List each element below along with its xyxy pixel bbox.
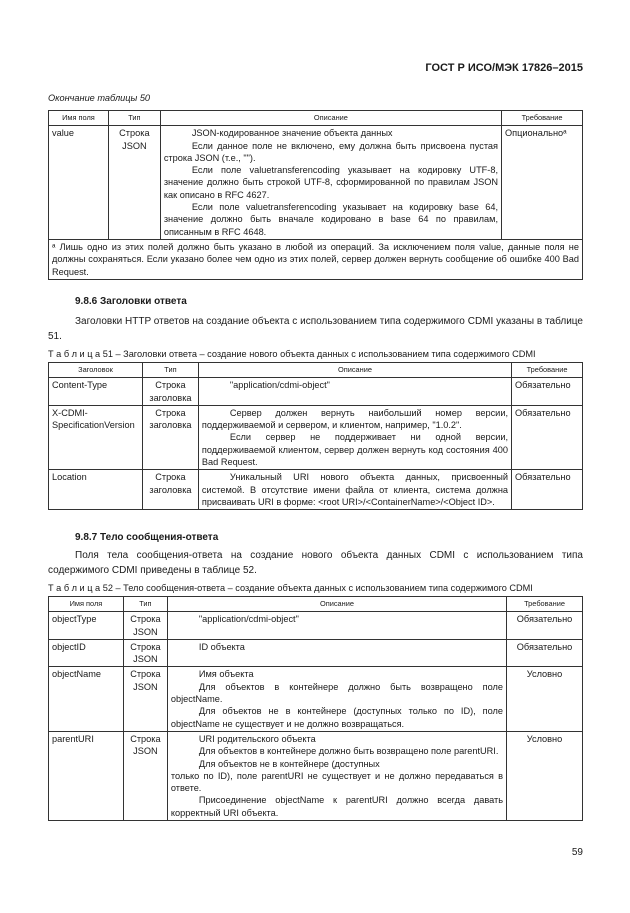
description-line: Для объектов в контейнере должно быть возвращено поле parentURI. — [198, 746, 499, 757]
header-description — [198, 378, 511, 406]
section-paragraph: Заголовки HTTP ответов на создание объекта с использованием типа содержимого CDMI указаны в таблице 51. — [48, 316, 583, 342]
header-name: Location — [49, 470, 143, 510]
table-row — [49, 731, 583, 820]
field-description — [167, 731, 506, 820]
table52 — [48, 596, 583, 821]
table-row — [49, 126, 583, 240]
field-name: objectID — [49, 639, 124, 667]
description-line: Присоединение objectName к parentURI должно всегда давать корректный URI объекта. — [170, 795, 504, 818]
table50 — [48, 110, 583, 280]
description-line: URI родительского объекта — [198, 733, 316, 744]
description-line: Для объектов в контейнере должно быть возвращено поле objectName. — [170, 681, 504, 705]
description-line: Для объектов не в контейнере (доступных — [198, 758, 380, 769]
header-type: Строка заголовка — [142, 378, 198, 406]
description-line: Если сервер не поддерживает ни одной версии, поддерживаемой клиентом, сервер должен вернуть код состояния 400 Bad Request. — [201, 432, 509, 468]
field-requirement: Обязательно — [507, 612, 583, 640]
description-line: "application/cdmi-object" — [229, 380, 330, 391]
header-description — [198, 470, 511, 510]
table-row — [49, 405, 583, 469]
section-heading: 9.8.6 Заголовки ответа — [75, 296, 187, 307]
header-requirement: Обязательно — [512, 405, 583, 469]
field-description — [167, 667, 506, 731]
column-header: Тип — [108, 111, 160, 126]
table-row — [49, 470, 583, 510]
table-row — [49, 667, 583, 731]
section-heading: 9.8.7 Тело сообщения-ответа — [75, 532, 219, 543]
description-line: Если данное поле не включено, ему должна быть присвоена пустая строка JSON (т.е., ""). — [163, 140, 499, 163]
field-type: Строка JSON — [108, 126, 160, 240]
page-number: 59 — [571, 847, 583, 858]
header-description — [198, 405, 511, 469]
table-header-row — [49, 111, 583, 126]
field-name: parentURI — [49, 731, 124, 820]
table-header-row — [49, 597, 583, 612]
section-paragraph: Поля тела сообщения-ответа на создание нового объекта данных CDMI с использованием типа содержимого CDMI приведены в таблице 52. — [48, 550, 583, 576]
column-header: Имя поля — [49, 597, 124, 612]
field-type: Строка JSON — [123, 731, 167, 820]
column-header: Имя поля — [49, 111, 109, 126]
header-name: X-CDMI-SpecificationVersion — [49, 405, 143, 469]
column-header: Заголовок — [49, 363, 143, 378]
description-line: "application/cdmi-object" — [198, 614, 299, 625]
table-footnote: ᵃ Лишь одно из этих полей должно быть указано в любой из операций. За исключением поля value, данные поля не должны сохраняться. Если указано более чем одно из этих полей, сервер должен вернуть сообщение об ошибке 400 Bad Request. — [49, 239, 583, 279]
field-name: objectType — [49, 612, 124, 640]
field-description — [160, 126, 501, 240]
table-row — [49, 378, 583, 406]
field-name: objectName — [49, 667, 124, 731]
field-type: Строка JSON — [123, 639, 167, 667]
table51 — [48, 362, 583, 510]
description-line: Уникальный URI нового объекта данных, присвоенный системой. В отсутствие имени файла от клиента, система должна присваивать URI в форме: <root URI>/<ContainerName>/<Object ID>. — [201, 472, 509, 507]
column-header: Требование — [502, 111, 583, 126]
column-header: Требование — [507, 597, 583, 612]
table51-caption: Т а б л и ц а 51 – Заголовки ответа – создание нового объекта данных с использованием типа содержимого CDMI — [48, 349, 536, 359]
field-description — [167, 612, 506, 640]
description-line: Для объектов не в контейнере (доступных только по ID), поле objectName не существует и не должно возвращаться. — [170, 706, 504, 729]
column-header: Описание — [198, 363, 511, 378]
field-requirement: Опциональноᵃ — [502, 126, 583, 240]
table-row — [49, 612, 583, 640]
field-requirement: Условно — [507, 667, 583, 731]
description-line: только по ID), поле parentURI не существует и не должно передаваться в ответе. — [170, 770, 504, 794]
description-line: Имя объекта — [198, 669, 254, 680]
column-header: Тип — [123, 597, 167, 612]
field-type: Строка JSON — [123, 667, 167, 731]
field-requirement: Обязательно — [507, 639, 583, 667]
column-header: Описание — [167, 597, 506, 612]
field-requirement: Условно — [507, 731, 583, 820]
table-header-row — [49, 363, 583, 378]
description-line: JSON-кодированное значение объекта данных — [191, 128, 393, 139]
field-description — [167, 639, 506, 667]
header-requirement: Обязательно — [512, 378, 583, 406]
description-line: Если поле valuetransferencoding указывает на кодировку base 64, значение должно быть вначале кодировано в base 64 по правилам, описанным в RFC 4648. — [163, 202, 499, 237]
field-name: value — [49, 126, 109, 240]
page-header: ГОСТ Р ИСО/МЭК 17826–2015 — [425, 62, 583, 74]
column-header: Описание — [160, 111, 501, 126]
table50-caption: Окончание таблицы 50 — [48, 93, 151, 103]
table52-caption: Т а б л и ц а 52 – Тело сообщения-ответа – создание объекта данных с использованием типа содержимого CDMI — [48, 583, 533, 593]
header-name: Content-Type — [49, 378, 143, 406]
column-header: Требование — [512, 363, 583, 378]
footnote-row — [49, 239, 583, 279]
description-line: Если поле valuetransferencoding указывает на кодировку UTF-8, значение должно быть строкой UTF-8, сформированной по правилам JSON как описано в RFC 4627. — [163, 165, 499, 200]
header-type: Строка заголовка — [142, 470, 198, 510]
description-line: Сервер должен вернуть наибольший номер версии, поддерживаемой и сервером, и клиентом, например, "1.0.2". — [201, 407, 509, 431]
column-header: Тип — [142, 363, 198, 378]
description-line: ID объекта — [198, 641, 245, 652]
header-type: Строка заголовка — [142, 405, 198, 469]
header-requirement: Обязательно — [512, 470, 583, 510]
table-row — [49, 639, 583, 667]
field-type: Строка JSON — [123, 612, 167, 640]
